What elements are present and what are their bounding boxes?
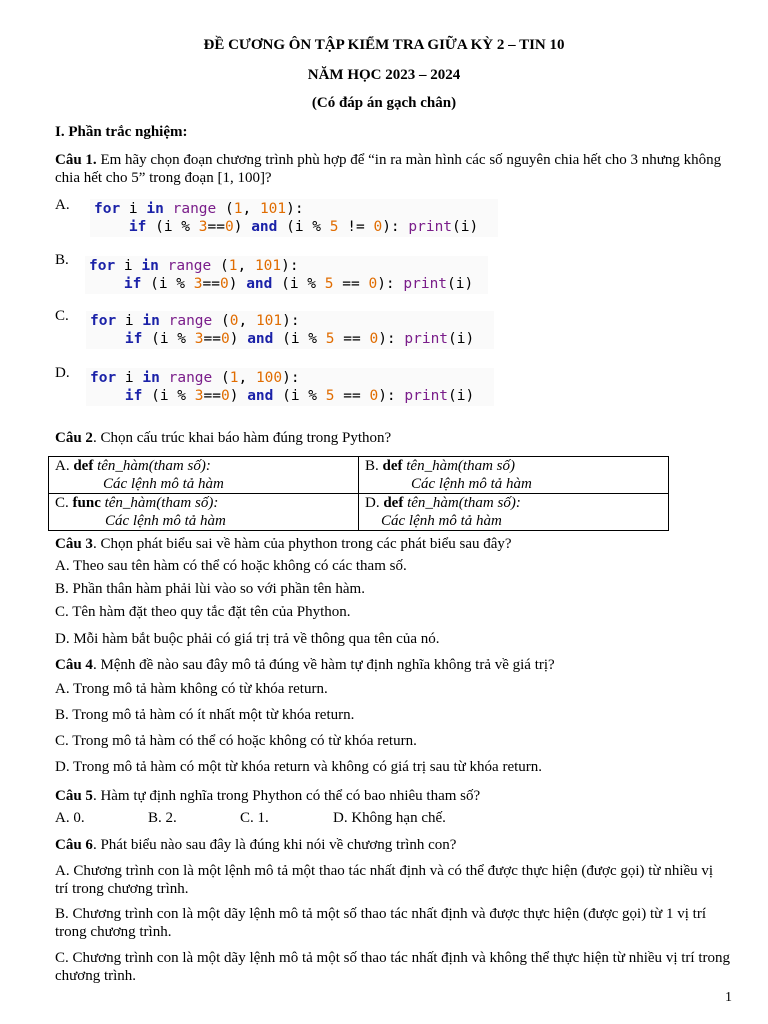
page-number: 1 [725, 990, 732, 1005]
q6-option-b: B. Chương trình con là một dãy lệnh mô tả một số thao tác nhất định và được thực hiện (được gọi) từ 1 vị trí trong chương trình. [55, 906, 706, 940]
section-heading: I. Phần trắc nghiệm: [55, 124, 188, 140]
question-text: . Hàm tự định nghĩa trong Phython có thể có bao nhiêu tham số? [92, 788, 481, 804]
q5-option-b: B. 2. [148, 810, 177, 826]
question-label: Câu 1. [55, 152, 97, 168]
question-text: . Mệnh đề nào sau đây mô tả đúng về hàm tự định nghĩa không trả về giá trị? [92, 657, 555, 673]
question-text: Em hãy chọn đoạn chương trình phù hợp để “in ra màn hình các số nguyên chia hết cho 3 nhưng không chia hết cho 5” trong đoạn [1, 100]? [55, 152, 722, 186]
option-label: B. [55, 252, 69, 268]
q2-option-c: C. func tên_hàm(tham số): Các lệnh mô tả hàm [49, 494, 359, 531]
title-line-2: NĂM HỌC 2023 – 2024 [307, 67, 461, 83]
question-2 [55, 429, 730, 447]
q3-option-b: B. Phần thân hàm phải lùi vào so với phần tên hàm. [55, 581, 365, 597]
q2-option-a: A. def tên_hàm(tham số): Các lệnh mô tả hàm [49, 457, 359, 494]
question-1 [55, 151, 730, 187]
q4-option-b: B. Trong mô tả hàm có ít nhất một từ khóa return. [55, 707, 355, 723]
question-3 [55, 535, 730, 553]
option-label: C. [55, 308, 69, 324]
code-block: for i in range (1, 100): if (i % 3==0) and (i % 5 == 0): print(i) [86, 368, 494, 406]
option-label: D. [55, 365, 70, 381]
q5-options [55, 809, 730, 827]
q4-option-d: D. Trong mô tả hàm có một từ khóa return và không có giá trị sau từ khóa return. [55, 759, 543, 775]
q5-option-a: A. 0. [55, 810, 85, 826]
question-5 [55, 787, 730, 805]
code-block: for i in range (1, 101): if (i % 3==0) and (i % 5 != 0): print(i) [90, 199, 498, 237]
question-label: Câu 4 [55, 657, 93, 673]
q2-options-table [48, 456, 669, 531]
q2-option-b: B. def tên_hàm(tham số) Các lệnh mô tả hàm [359, 457, 669, 494]
q3-option-d: D. Mỗi hàm bắt buộc phải có giá trị trả về thông qua tên của nó. [55, 631, 440, 647]
question-text: . Chọn phát biểu sai về hàm của phython trong các phát biểu sau đây? [92, 536, 512, 552]
question-label: Câu 2 [55, 430, 93, 446]
q4-option-a: A. Trong mô tả hàm không có từ khóa return. [55, 681, 328, 697]
code-block: for i in range (1, 101): if (i % 3==0) and (i % 5 == 0): print(i) [85, 256, 488, 294]
question-text: . Phát biểu nào sau đây là đúng khi nói về chương trình con? [92, 837, 457, 853]
title-line-3: (Có đáp án gạch chân) [311, 95, 457, 111]
title-line-1: ĐỀ CƯƠNG ÔN TẬP KIỂM TRA GIỮA KỲ 2 – TIN 10 [203, 37, 565, 53]
q3-option-a: A. Theo sau tên hàm có thể có hoặc không có các tham số. [55, 558, 407, 574]
question-4 [55, 656, 730, 674]
question-text: . Chọn cấu trúc khai báo hàm đúng trong Python? [92, 430, 392, 446]
q4-option-c: C. Trong mô tả hàm có thể có hoặc không có từ khóa return. [55, 733, 417, 749]
option-label: A. [55, 197, 70, 213]
q6-option-a: A. Chương trình con là một lệnh mô tả một thao tác nhất định và có thể được thực hiện (được gọi) từ nhiều vị trí trong chương trình. [55, 863, 714, 897]
question-label: Câu 6 [55, 837, 93, 853]
question-6 [55, 836, 730, 854]
q6-option-c: C. Chương trình con là một dãy lệnh mô tả một số thao tác nhất định và không thể thực hiện từ nhiều vị trí trong chương trình. [55, 950, 730, 984]
q5-option-c: C. 1. [240, 810, 269, 826]
q5-option-d: D. Không hạn chế. [333, 810, 446, 826]
question-label: Câu 3 [55, 536, 93, 552]
code-block: for i in range (0, 101): if (i % 3==0) and (i % 5 == 0): print(i) [86, 311, 494, 349]
question-label: Câu 5 [55, 788, 93, 804]
q3-option-c: C. Tên hàm đặt theo quy tắc đặt tên của Phython. [55, 604, 351, 620]
q2-option-d: D. def tên_hàm(tham số): Các lệnh mô tả hàm [359, 494, 669, 531]
